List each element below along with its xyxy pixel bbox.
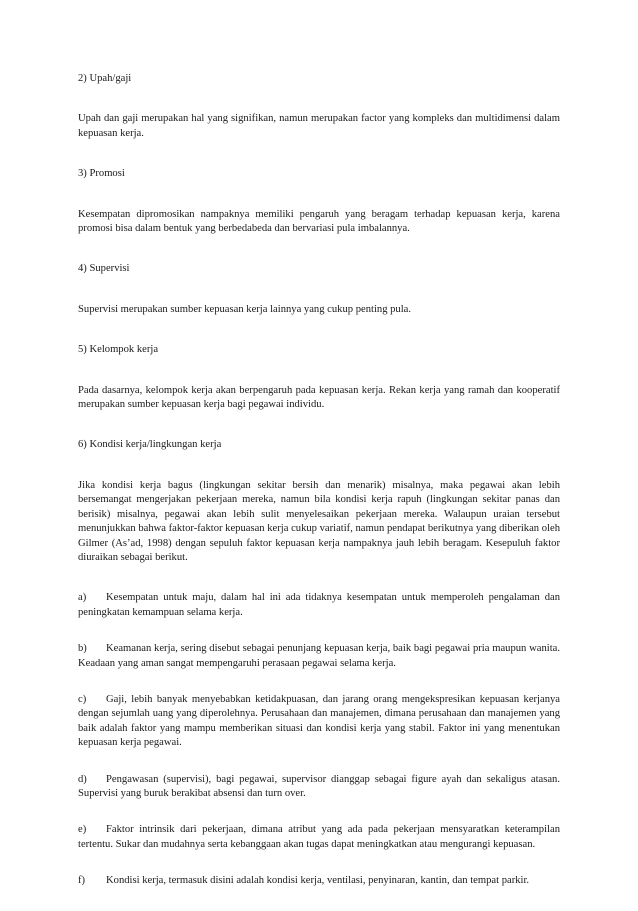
factor-marker: d) — [78, 773, 87, 785]
document-body — [78, 72, 560, 911]
factor-text: Kesempatan untuk maju, dalam hal ini ada tidaknya kesempatan untuk memperoleh pengalaman dan peningkatan kemampuan selama kerja. — [78, 592, 560, 618]
factor-item-e — [78, 823, 560, 852]
factor-text: Faktor intrinsik dari pekerjaan, dimana atribut yang ada pada pekerjaan mensyaratkan keterampilan tertentu. Sukar dan mudahnya serta kebanggaan akan tugas dapat meningkatkan atau mengurangi kepuasan. — [78, 824, 560, 850]
factor-marker: e) — [78, 824, 87, 836]
factor-text: Keamanan kerja, sering disebut sebagai penunjang kepuasan kerja, baik bagi pegawai pria maupun wanita. Keadaan yang aman sangat mempengaruhi perasaan pegawai selama kerja. — [78, 643, 560, 669]
section-heading-kelompok-kerja: 5) Kelompok kerja — [78, 344, 159, 356]
section-heading-supervisi: 4) Supervisi — [78, 263, 130, 275]
section-paragraph-upah-gaji: Upah dan gaji merupakan hal yang signifikan, namun merupakan factor yang kompleks dan multidimensi dalam kepuasan kerja. — [78, 113, 560, 139]
section-paragraph-kondisi-kerja: Jika kondisi kerja bagus (lingkungan sekitar bersih dan menarik) misalnya, maka pegawai akan lebih bersemangat mengerjakan pekerjaan mereka, namun bila kondisi kerja rapuh (lingkungan sekitar panas dan berisik) misalnya, pegawai akan lebih sulit menyelesaikan pekerjaan mereka. Walaupun uraian tersebut menunjukkan bahwa faktor-faktor kepuasan kerja cukup variatif, namun pendapat berikutnya yang diberikan oleh Gilmer (As’ad, 1998) dengan sepuluh faktor kepuasan kerja nampaknya jauh lebih beragam. Kesepuluh faktor diuraikan sebagai berikut. — [78, 479, 560, 563]
factor-item-b — [78, 642, 560, 671]
factor-marker: f) — [78, 875, 86, 887]
factor-marker: a) — [78, 592, 87, 604]
factor-text: Kondisi kerja, termasuk disini adalah kondisi kerja, ventilasi, penyinaran, kantin, dan tempat parkir. — [106, 875, 530, 887]
section-heading-promosi: 3) Promosi — [78, 168, 125, 180]
factor-marker: b) — [78, 643, 87, 655]
factor-text: Gaji, lebih banyak menyebabkan ketidakpuasan, dan jarang orang mengekspresikan kepuasan kerjanya dengan sejumlah uang yang diperolehnya. Perusahaan dan manajemen, dimana perusahaan dan manajemen yang baik adalah faktor yang mampu memberikan situasi dan kondisi kerja yang stabil. Faktor ini yang menentukan kepuasan kerja pegawai. — [78, 693, 560, 749]
factor-item-f — [78, 874, 560, 888]
factor-text: Pengawasan (supervisi), bagi pegawai, supervisor dianggap sebagai figure ayah dan sekaligus atasan. Supervisi yang buruk berakibat absensi dan turn over. — [78, 773, 560, 799]
factor-item-d — [78, 773, 560, 802]
factor-marker: c) — [78, 693, 87, 705]
section-paragraph-supervisi: Supervisi merupakan sumber kepuasan kerja lainnya yang cukup penting pula. — [78, 303, 412, 315]
section-paragraph-promosi: Kesempatan dipromosikan nampaknya memiliki pengaruh yang beragam terhadap kepuasan kerja, karena promosi bisa dalam bentuk yang berbedabeda dan bervariasi pula imbalannya. — [78, 208, 560, 235]
section-heading-kondisi-kerja: 6) Kondisi kerja/lingkungan kerja — [78, 439, 222, 451]
factor-item-a — [78, 591, 560, 620]
section-paragraph-kelompok-kerja: Pada dasarnya, kelompok kerja akan berpengaruh pada kepuasan kerja. Rekan kerja yang ramah dan kooperatif merupakan sumber kepuasan kerja bagi pegawai individu. — [78, 384, 560, 411]
factor-item-c — [78, 693, 560, 751]
section-heading-upah-gaji: 2) Upah/gaji — [78, 73, 132, 84]
